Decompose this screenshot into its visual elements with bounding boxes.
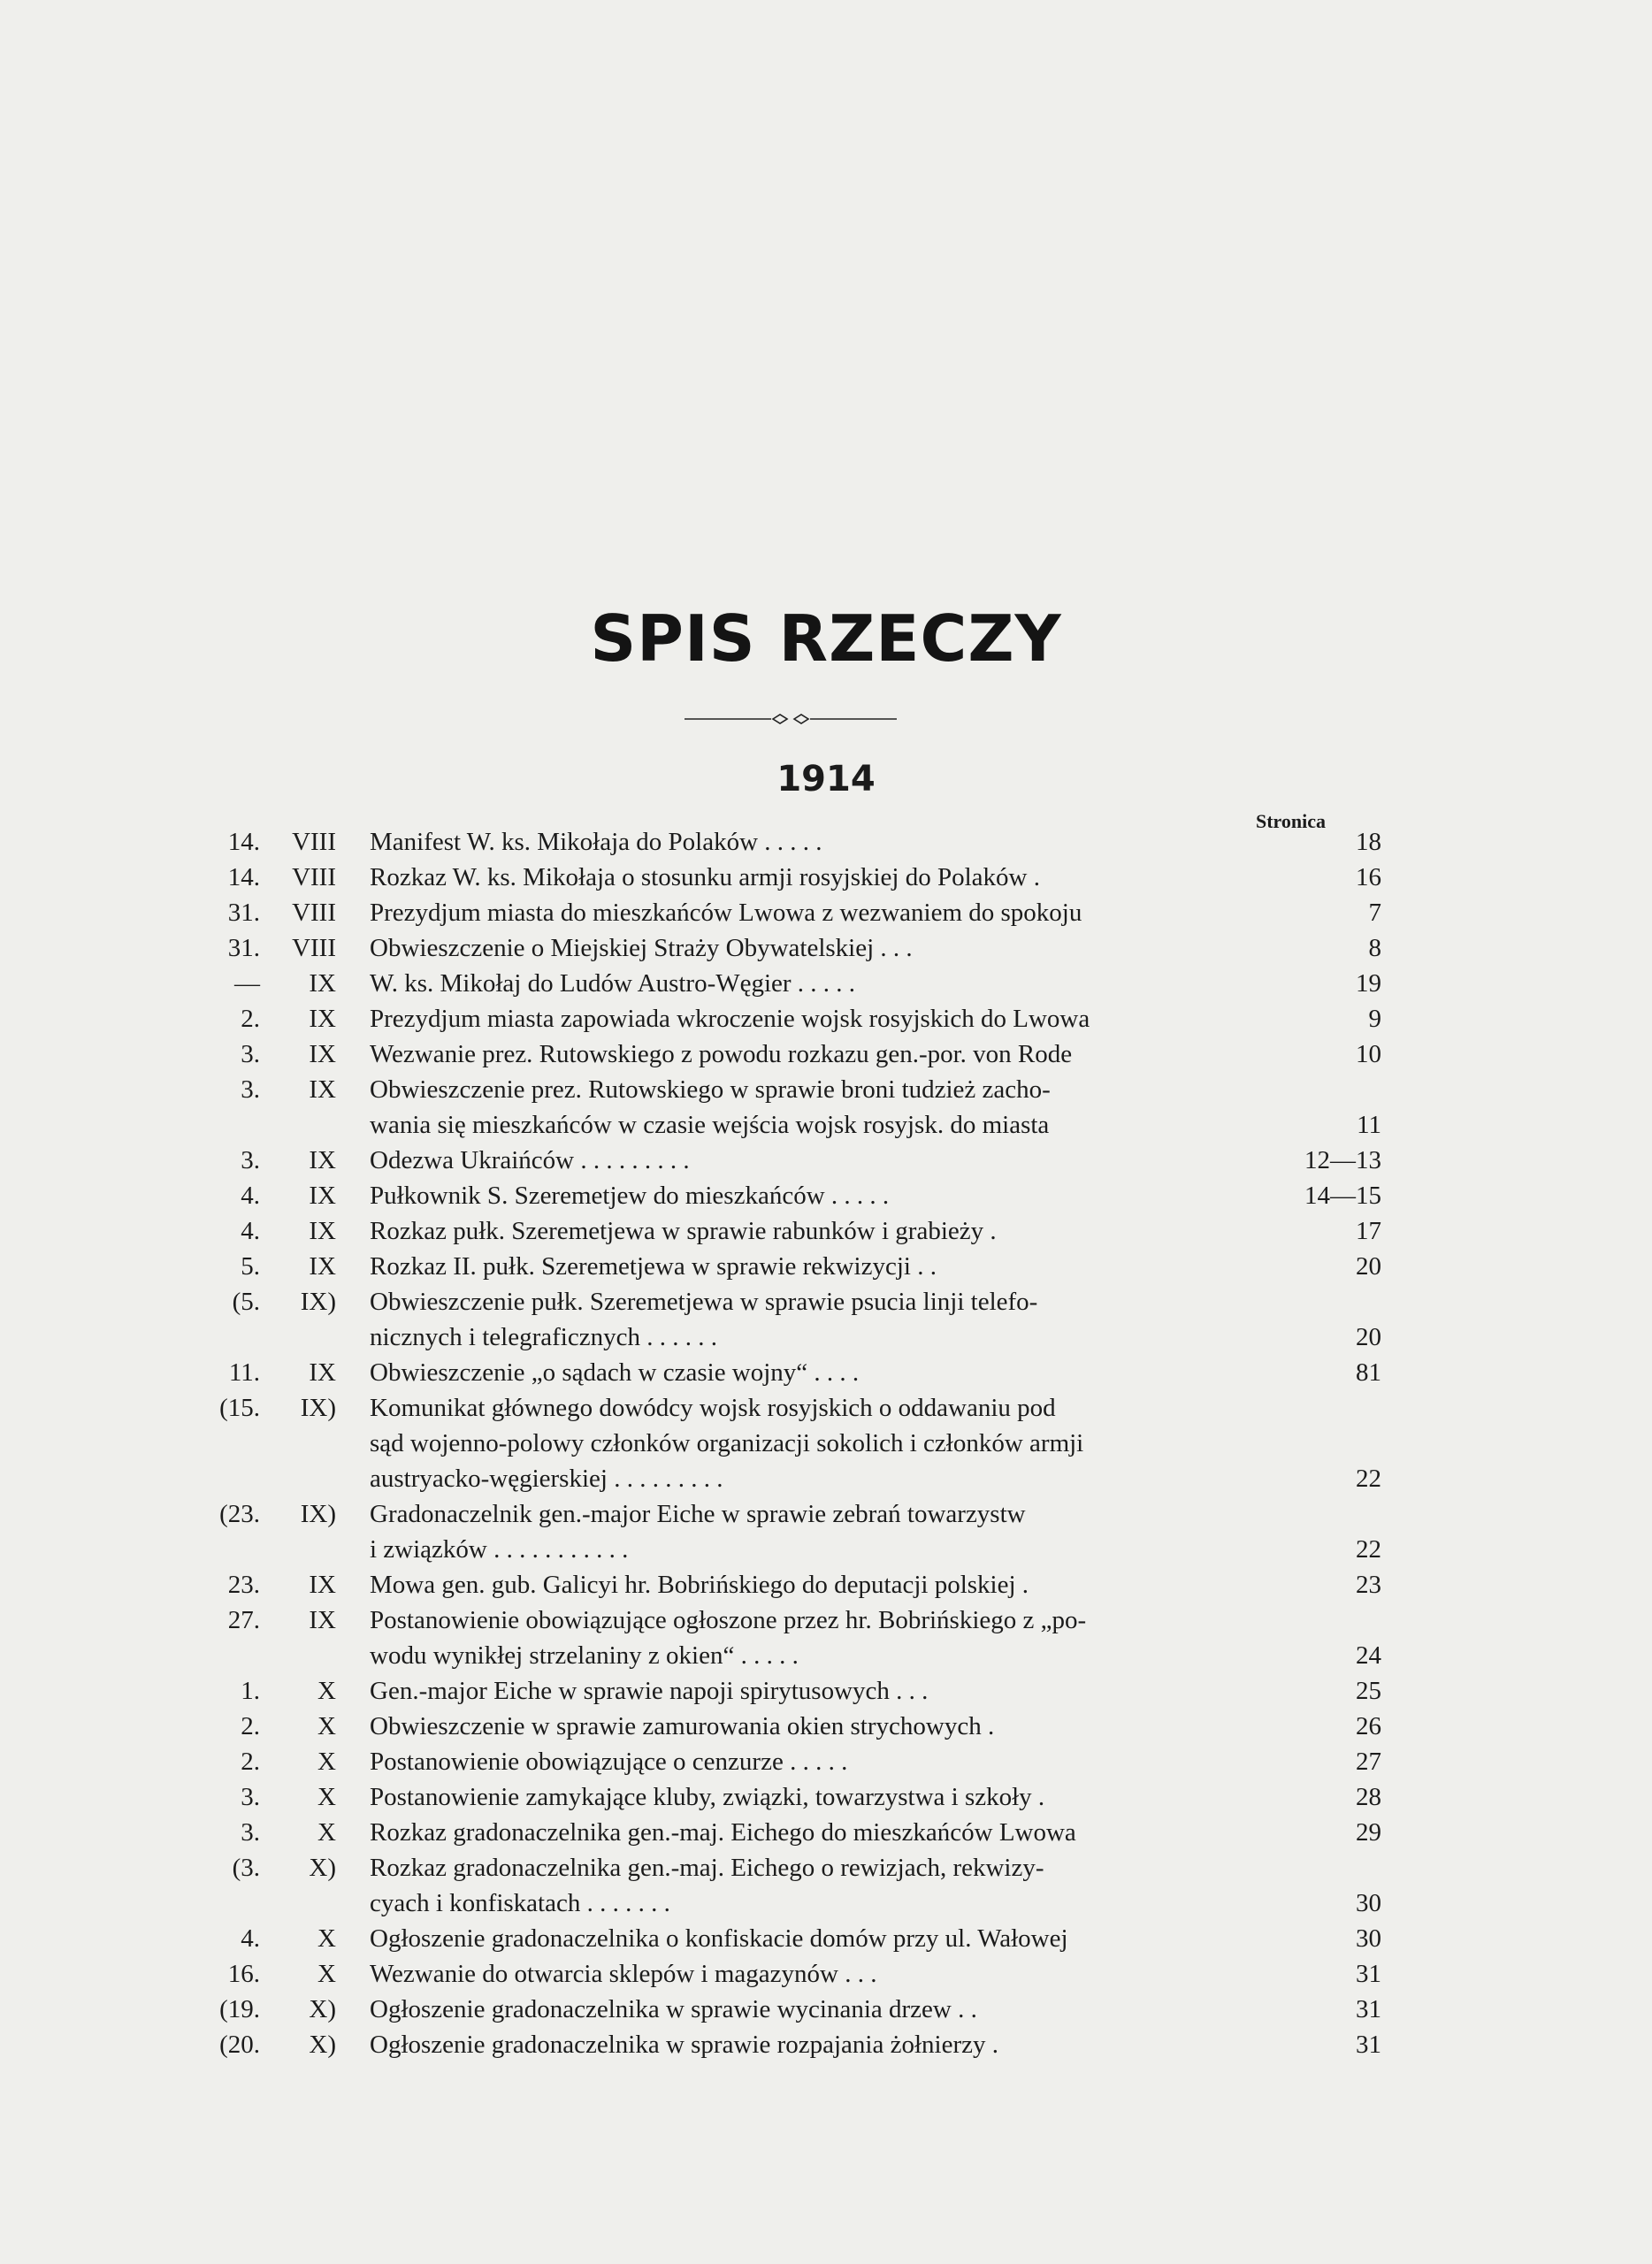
- entry-page: 30: [1356, 1924, 1381, 1953]
- entry-title: Gradonaczelnik gen.-major Eiche w sprawie zebrań towarzystw: [370, 1500, 1026, 1528]
- entry-day: 27.: [227, 1606, 260, 1634]
- entry-day: (20.: [219, 2031, 260, 2059]
- entry-title: Pułkownik S. Szeremetjew do mieszkańców . . . . .: [370, 1182, 890, 1210]
- toc-entry: [205, 1035, 1390, 1070]
- entry-title: nicznych i telegraficznych . . . . . .: [370, 1323, 717, 1351]
- entry-title: Odezwa Ukraińców . . . . . . . . .: [370, 1146, 690, 1174]
- entry-page: 28: [1356, 1783, 1381, 1811]
- entry-month: X: [317, 1924, 336, 1953]
- entry-month: X: [317, 1960, 336, 1988]
- entry-title: Gen.-major Eiche w sprawie napoji spirytusowych . . .: [370, 1677, 929, 1705]
- entry-title: Komunikat głównego dowódcy wojsk rosyjskich o oddawaniu pod: [370, 1394, 1056, 1422]
- entry-day: —: [234, 969, 260, 998]
- toc-entry: [205, 1318, 1390, 1353]
- entry-title: Wezwanie do otwarcia sklepów i magazynów . . .: [370, 1960, 877, 1988]
- toc-entry: [205, 1424, 1390, 1459]
- entry-day: (3.: [232, 1854, 260, 1882]
- entry-page: 27: [1356, 1748, 1381, 1776]
- entry-day: 31.: [227, 899, 260, 927]
- entry-title: Rozkaz gradonaczelnika gen.-maj. Eichego o rewizjach, rekwizy-: [370, 1854, 1044, 1882]
- entry-day: 3.: [241, 1783, 260, 1811]
- entry-page: 26: [1356, 1712, 1381, 1740]
- entry-month: VIII: [292, 828, 336, 856]
- toc-entry: [205, 1742, 1390, 1778]
- entry-page: 20: [1356, 1252, 1381, 1281]
- toc-entry: [205, 822, 1390, 858]
- entry-title: i związków . . . . . . . . . . .: [370, 1535, 629, 1564]
- entry-title: W. ks. Mikołaj do Ludów Austro-Węgier . . . . .: [370, 969, 856, 998]
- entry-day: 14.: [227, 863, 260, 891]
- toc-entry: [205, 964, 1390, 999]
- entry-page: 31: [1356, 1960, 1381, 1988]
- entry-page: 9: [1368, 1005, 1381, 1033]
- entry-page: 23: [1356, 1571, 1381, 1599]
- entry-page: 14—15: [1304, 1182, 1381, 1210]
- toc-entry: [205, 1459, 1390, 1495]
- toc-entry: [205, 1954, 1390, 1990]
- entry-title: Rozkaz pułk. Szeremetjewa w sprawie rabunków i grabieży .: [370, 1217, 997, 1245]
- entry-day: 4.: [241, 1182, 260, 1210]
- toc-entry: [205, 1176, 1390, 1212]
- toc-entry: [205, 1530, 1390, 1565]
- toc-entry: [205, 1282, 1390, 1318]
- toc-entry: [205, 1990, 1390, 2025]
- entry-month: VIII: [292, 899, 336, 927]
- entry-title: austryacko-węgierskiej . . . . . . . . .: [370, 1465, 723, 1493]
- toc-entry: [205, 1565, 1390, 1601]
- entry-page: 18: [1356, 828, 1381, 856]
- toc-entry: [205, 1884, 1390, 1919]
- entry-month: IX: [309, 1182, 336, 1210]
- entry-title: Obwieszczenie w sprawie zamurowania okien strychowych .: [370, 1712, 995, 1740]
- entry-title: Ogłoszenie gradonaczelnika w sprawie rozpajania żołnierzy .: [370, 2031, 998, 2059]
- toc-entry: [205, 1141, 1390, 1176]
- page-title: SPIS RZECZY: [590, 601, 1062, 676]
- entry-title: Rozkaz W. ks. Mikołaja o stosunku armji rosyjskiej do Polaków .: [370, 863, 1040, 891]
- entry-day: (5.: [232, 1288, 260, 1316]
- entry-month: VIII: [292, 934, 336, 962]
- entry-day: 14.: [227, 828, 260, 856]
- entry-month: IX): [300, 1288, 336, 1316]
- toc-entry: [205, 1495, 1390, 1530]
- entry-page: 31: [1356, 1995, 1381, 2023]
- entry-title: Manifest W. ks. Mikołaja do Polaków . . . . .: [370, 828, 822, 856]
- entry-page: 22: [1356, 1465, 1381, 1493]
- entry-month: IX: [309, 1252, 336, 1281]
- entry-title: Wezwanie prez. Rutowskiego z powodu rozkazu gen.-por. von Rode: [370, 1040, 1073, 1068]
- entry-page: 22: [1356, 1535, 1381, 1564]
- entry-title: Obwieszczenie o Miejskiej Straży Obywatelskiej . . .: [370, 934, 913, 962]
- entry-day: 1.: [241, 1677, 260, 1705]
- entry-month: X: [317, 1783, 336, 1811]
- entry-month: X): [309, 1854, 336, 1882]
- entry-title: wodu wynikłej strzelaniny z okien“ . . . . .: [370, 1641, 799, 1670]
- entry-page: 81: [1356, 1358, 1381, 1387]
- entry-title: Postanowienie obowiązujące ogłoszone przez hr. Bobrińskiego z „po-: [370, 1606, 1087, 1634]
- entry-day: 3.: [241, 1818, 260, 1847]
- entry-page: 20: [1356, 1323, 1381, 1351]
- entry-day: 2.: [241, 1005, 260, 1033]
- toc-entry: [205, 1601, 1390, 1636]
- entry-title: wania się mieszkańców w czasie wejścia wojsk rosyjsk. do miasta: [370, 1111, 1050, 1139]
- entry-title: Ogłoszenie gradonaczelnika o konfiskacie domów przy ul. Wałowej: [370, 1924, 1068, 1953]
- entry-page: 31: [1356, 2031, 1381, 2059]
- entry-title: Postanowienie obowiązujące o cenzurze . . . . .: [370, 1748, 848, 1776]
- entry-month: IX: [309, 1217, 336, 1245]
- entry-title: Prezydjum miasta zapowiada wkroczenie wojsk rosyjskich do Lwowa: [370, 1005, 1090, 1033]
- entry-title: Obwieszczenie prez. Rutowskiego w sprawie broni tudzież zacho-: [370, 1075, 1051, 1104]
- toc-entry: [205, 1778, 1390, 1813]
- table-of-contents: [205, 822, 1390, 2061]
- entry-day: 4.: [241, 1217, 260, 1245]
- title-ornament: [685, 713, 897, 725]
- toc-entry: [205, 1247, 1390, 1282]
- entry-month: X): [309, 2031, 336, 2059]
- entry-title: Mowa gen. gub. Galicyi hr. Bobrińskiego do deputacji polskiej .: [370, 1571, 1029, 1599]
- entry-month: IX: [309, 1075, 336, 1104]
- entry-month: X: [317, 1712, 336, 1740]
- entry-page: 17: [1356, 1217, 1381, 1245]
- entry-page: 30: [1356, 1889, 1381, 1917]
- entry-day: 11.: [228, 1358, 260, 1387]
- toc-entry: [205, 2025, 1390, 2061]
- entry-month: IX: [309, 969, 336, 998]
- entry-day: 3.: [241, 1040, 260, 1068]
- entry-month: VIII: [292, 863, 336, 891]
- entry-page: 24: [1356, 1641, 1381, 1670]
- entry-day: 3.: [241, 1146, 260, 1174]
- toc-entry: [205, 929, 1390, 964]
- entry-month: IX: [309, 1146, 336, 1174]
- entry-title: Prezydjum miasta do mieszkańców Lwowa z wezwaniem do spokoju: [370, 899, 1082, 927]
- entry-page: 19: [1356, 969, 1381, 998]
- entry-day: 31.: [227, 934, 260, 962]
- entry-month: IX: [309, 1005, 336, 1033]
- entry-day: (23.: [219, 1500, 260, 1528]
- toc-entry: [205, 1353, 1390, 1388]
- toc-entry: [205, 1388, 1390, 1424]
- entry-day: 23.: [227, 1571, 260, 1599]
- entry-page: 29: [1356, 1818, 1381, 1847]
- entry-page: 10: [1356, 1040, 1381, 1068]
- entry-page: 12—13: [1304, 1146, 1381, 1174]
- entry-day: 5.: [241, 1252, 260, 1281]
- entry-day: 3.: [241, 1075, 260, 1104]
- entry-month: IX: [309, 1606, 336, 1634]
- entry-page: 16: [1356, 863, 1381, 891]
- toc-entry: [205, 1105, 1390, 1141]
- entry-month: X: [317, 1748, 336, 1776]
- toc-entry: [205, 1070, 1390, 1105]
- entry-page: 8: [1368, 934, 1381, 962]
- toc-entry: [205, 1636, 1390, 1671]
- entry-month: IX: [309, 1040, 336, 1068]
- entry-title: Obwieszczenie pułk. Szeremetjewa w sprawie psucia linji telefo-: [370, 1288, 1038, 1316]
- entry-month: X: [317, 1818, 336, 1847]
- toc-entry: [205, 1919, 1390, 1954]
- entry-page: 7: [1368, 899, 1381, 927]
- toc-entry: [205, 1813, 1390, 1848]
- entry-month: X: [317, 1677, 336, 1705]
- toc-entry: [205, 1671, 1390, 1707]
- toc-entry: [205, 858, 1390, 893]
- entry-month: IX): [300, 1394, 336, 1422]
- entry-title: Rozkaz gradonaczelnika gen.-maj. Eichego do mieszkańców Lwowa: [370, 1818, 1076, 1847]
- entry-day: 2.: [241, 1712, 260, 1740]
- entry-page: 25: [1356, 1677, 1381, 1705]
- entry-month: IX): [300, 1500, 336, 1528]
- entry-day: 4.: [241, 1924, 260, 1953]
- page-column-header: Stronica: [1256, 810, 1327, 832]
- entry-day: (15.: [219, 1394, 260, 1422]
- entry-title: Obwieszczenie „o sądach w czasie wojny“ . . . .: [370, 1358, 860, 1387]
- toc-entry: [205, 893, 1390, 929]
- toc-entry: [205, 1848, 1390, 1884]
- toc-entry: [205, 1212, 1390, 1247]
- entry-title: sąd wojenno-polowy członków organizacji sokolich i członków armji: [370, 1429, 1084, 1457]
- entry-month: IX: [309, 1358, 336, 1387]
- toc-entry: [205, 1707, 1390, 1742]
- entry-day: 16.: [227, 1960, 260, 1988]
- entry-title: Ogłoszenie gradonaczelnika w sprawie wycinania drzew . .: [370, 1995, 977, 2023]
- entry-month: X): [309, 1995, 336, 2023]
- entry-page: 11: [1357, 1111, 1381, 1139]
- entry-day: (19.: [219, 1995, 260, 2023]
- year-heading: 1914: [776, 759, 876, 799]
- toc-entry: [205, 999, 1390, 1035]
- entry-day: 2.: [241, 1748, 260, 1776]
- entry-month: IX: [309, 1571, 336, 1599]
- entry-title: Postanowienie zamykające kluby, związki, towarzystwa i szkoły .: [370, 1783, 1045, 1811]
- entry-title: cyach i konfiskatach . . . . . . .: [370, 1889, 670, 1917]
- entry-title: Rozkaz II. pułk. Szeremetjewa w sprawie rekwizycji . .: [370, 1252, 937, 1281]
